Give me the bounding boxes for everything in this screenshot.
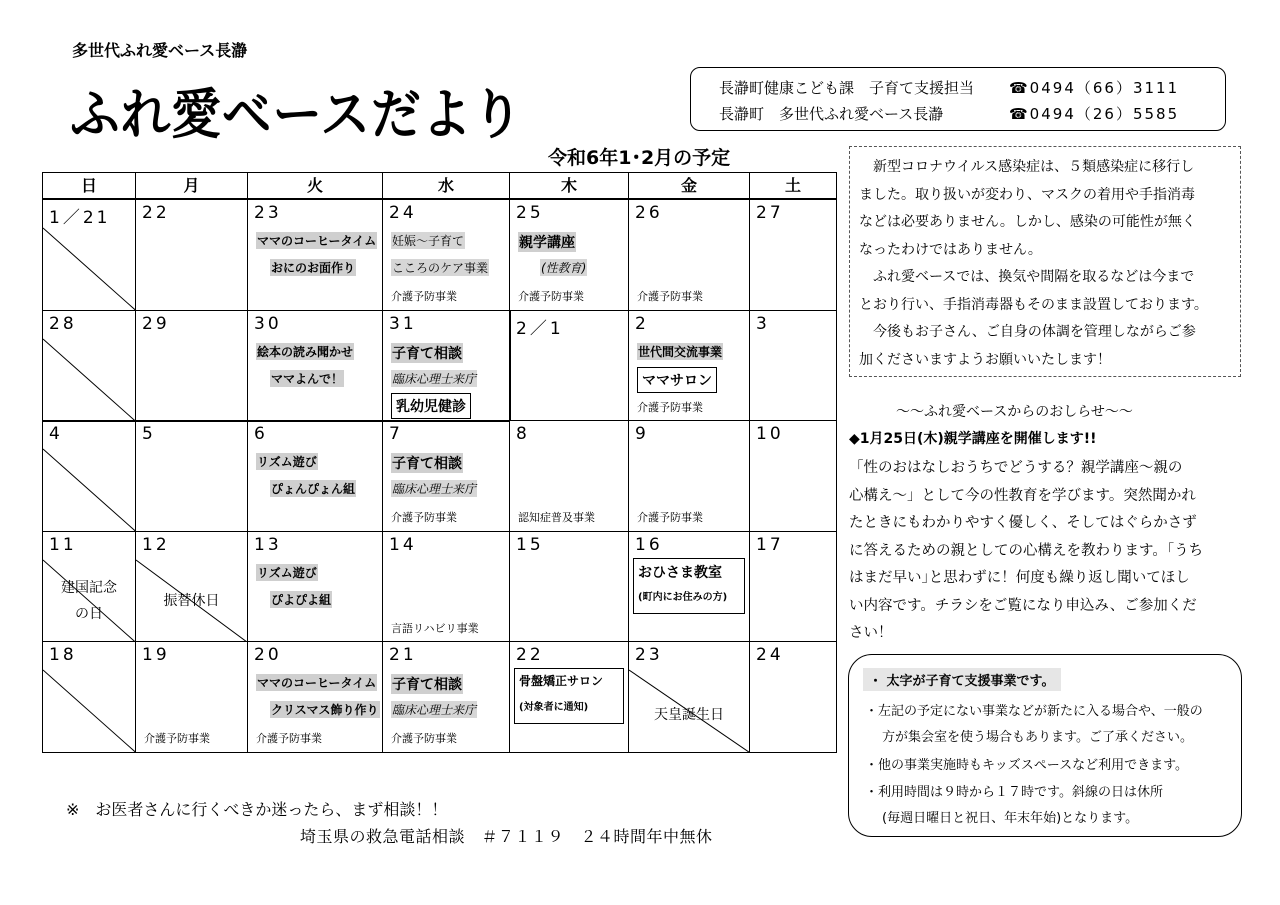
notice-line: 心構え～」として今の性教育を学びます。突然聞かれ xyxy=(849,487,1196,504)
day-number: 6 xyxy=(254,424,268,444)
event-label: 言語リハビリ事業 xyxy=(391,621,479,635)
calendar-day xyxy=(247,310,383,422)
day-number: 15 xyxy=(516,534,544,555)
notice-line: に答えるための親としての心構えを教わります。｢うち xyxy=(849,542,1204,559)
notice-line: い内容です。チラシをご覧になり申込み、ご参加くだ xyxy=(849,597,1197,614)
calendar-day xyxy=(628,199,750,311)
day-number: 7 xyxy=(389,424,403,444)
event-box xyxy=(633,558,745,614)
contact-phone: ☎0494（66）3111 xyxy=(1009,79,1180,97)
event-label: リズム遊び xyxy=(257,565,317,580)
day-number: 3 xyxy=(756,313,770,334)
weekday-header: 月 xyxy=(135,172,248,199)
calendar-day xyxy=(42,199,136,311)
event-label: ママサロン xyxy=(637,367,717,393)
legend-head: ・ 太字が子育て支援事業です。 xyxy=(863,668,1061,691)
event-label: 骨盤矯正サロン xyxy=(519,674,604,688)
event-label: 介護予防事業 xyxy=(391,732,457,745)
day-number: 18 xyxy=(49,645,77,665)
event-label: 臨床心理士来庁 xyxy=(392,371,477,386)
legend-item: ・利用時間は９時から１７時です。斜線の日は休所 xyxy=(865,785,1163,800)
weekday-header: 火 xyxy=(247,172,383,199)
calendar-day xyxy=(247,531,383,643)
holiday-label: 振替休日 xyxy=(163,592,220,609)
event-label: ママのコーヒータイム xyxy=(257,676,377,690)
day-number: 9 xyxy=(635,424,649,444)
day-number: 5 xyxy=(142,424,156,444)
calendar-day xyxy=(749,310,837,422)
calendar-day xyxy=(382,310,510,422)
day-number: 1／21 xyxy=(49,208,111,228)
calendar-day xyxy=(135,531,248,643)
calendar-day xyxy=(382,531,510,643)
calendar-day xyxy=(382,199,510,311)
event-label: 介護予防事業 xyxy=(518,290,584,303)
event-label: おにのお面作り xyxy=(271,261,356,275)
event-label: ぴよぴよ組 xyxy=(271,592,332,607)
calendar-day xyxy=(135,199,248,311)
event-label: 介護予防事業 xyxy=(256,732,322,745)
event-label: ママのコーヒータイム xyxy=(257,234,377,248)
event-label: ママよんで！ xyxy=(271,371,344,386)
contact-label: 長瀞町健康こども課 子育て支援担当 xyxy=(719,79,975,97)
calendar-day xyxy=(628,310,750,422)
event-label: 介護予防事業 xyxy=(391,290,457,303)
notice-title: ◆1月25日(木)親学講座を開催します!! xyxy=(849,431,1097,447)
calendar-day xyxy=(628,641,750,753)
newsletter-title: ふれ愛ベースだより xyxy=(70,83,523,146)
day-number: 19 xyxy=(142,645,170,665)
event-label: こころのケア事業 xyxy=(392,261,489,275)
event-label: 介護予防事業 xyxy=(637,290,703,303)
covid-line: とおり行い、手指消毒器もそのまま設置しております。 xyxy=(859,296,1208,313)
footer-line: 埼玉県の救急電話相談 ＃７１１９ ２４時間年中無休 xyxy=(300,827,713,846)
day-number: 22 xyxy=(516,645,544,665)
calendar-day xyxy=(42,310,136,422)
day-number: 26 xyxy=(635,203,663,223)
notice-body xyxy=(849,455,1239,648)
event-label: クリスマス飾り作り xyxy=(271,703,379,717)
event-label: 世代間交流事業 xyxy=(638,344,723,359)
covid-line: ふれ愛ベースでは、換気や間隔を取るなどは今まで xyxy=(859,269,1195,285)
legend-item: 方が集会室を使う場合もあります。ご了承ください。 xyxy=(882,730,1193,745)
event-label: 子育て相談 xyxy=(391,453,463,473)
calendar-day xyxy=(135,310,248,422)
day-number: 4 xyxy=(49,424,63,444)
notice-line: たときにもわかりやすく優しく、そしてはぐらかさず xyxy=(849,515,1197,531)
day-number: 28 xyxy=(49,313,77,334)
calendar-day xyxy=(628,420,750,532)
event-label: 妊娠～子育て xyxy=(392,234,465,248)
contact-phone: ☎0494（26）5585 xyxy=(1009,105,1180,123)
notice-line: はまだ早い｣と思わずに！何度も繰り返し聞いてほし xyxy=(849,570,1190,586)
day-number: 17 xyxy=(756,534,784,555)
legend-item: ・左記の予定にない事業などが新たに入る場合や、一般の xyxy=(865,704,1203,719)
weekday-header: 日 xyxy=(42,172,136,199)
event-label: (町内にお住みの方) xyxy=(638,591,728,603)
calendar-day xyxy=(42,531,136,643)
day-number: 12 xyxy=(142,534,170,555)
event-label: 介護予防事業 xyxy=(144,732,210,745)
covid-line: 加くださいますようお願いいたします！ xyxy=(859,351,1111,368)
day-number: 13 xyxy=(254,534,282,555)
event-label: ぴょんぴょん組 xyxy=(271,482,356,496)
weekday-header: 木 xyxy=(509,172,629,199)
notice-line: 「性のおはなしおうちでどうする？親学講座～親の xyxy=(849,460,1183,476)
contact-label: 長瀞町 多世代ふれ愛ベース長瀞 xyxy=(719,105,944,123)
event-label: 乳幼児健診 xyxy=(391,393,471,419)
calendar-day xyxy=(382,420,510,532)
calendar-day xyxy=(628,531,750,643)
covid-line: 新型コロナウイルス感染症は、５類感染症に移行し xyxy=(859,159,1195,175)
calendar-day xyxy=(509,531,629,643)
event-label: おひさま教室 xyxy=(638,564,722,581)
day-number: 20 xyxy=(254,645,282,665)
day-number: 2 xyxy=(635,313,649,334)
calendar-day xyxy=(509,310,629,422)
calendar-day xyxy=(382,641,510,753)
day-number: 14 xyxy=(389,534,417,555)
schedule-title: 令和6年1･2月の予定 xyxy=(548,147,731,169)
covid-line: などは必要ありません。しかし、感染の可能性が無く xyxy=(859,214,1196,230)
event-label: 絵本の読み聞かせ xyxy=(257,344,354,359)
calendar-day xyxy=(509,641,629,753)
covid-line: なったわけではありません。 xyxy=(859,241,1042,258)
legend-box xyxy=(848,654,1242,837)
calendar-day xyxy=(749,531,837,643)
holiday-label: の日 xyxy=(75,605,103,622)
weekday-header: 水 xyxy=(382,172,510,199)
calendar-day xyxy=(42,420,136,532)
day-number: 11 xyxy=(49,534,77,555)
contact-row xyxy=(719,77,1219,101)
event-label: 親学講座 xyxy=(518,232,576,252)
calendar-day xyxy=(247,420,383,532)
day-number: 16 xyxy=(635,534,663,555)
day-number: 27 xyxy=(756,203,784,223)
day-number: 2／1 xyxy=(516,318,564,339)
calendar-day xyxy=(42,641,136,753)
day-number: 8 xyxy=(516,424,530,444)
calendar-day xyxy=(247,199,383,311)
calendar-day xyxy=(749,641,837,753)
covid-line: ました。取り扱いが変わり、マスクの着用や手指消毒 xyxy=(859,186,1195,203)
day-number: 30 xyxy=(254,313,282,334)
contact-row xyxy=(719,103,1219,127)
day-number: 25 xyxy=(516,203,544,223)
day-number: 24 xyxy=(756,645,784,665)
event-label: 介護予防事業 xyxy=(391,511,457,524)
covid-line: 今後もお子さん、ご自身の体調を管理しながらご参 xyxy=(859,324,1196,340)
footer-line: ※ お医者さんに行くべきか迷ったら、まず相談！！ xyxy=(66,800,448,819)
calendar-day xyxy=(247,641,383,753)
organization-name: 多世代ふれ愛ベース長瀞 xyxy=(72,41,248,60)
legend-item: (毎週日曜日と祝日、年末年始)となります。 xyxy=(882,811,1139,826)
event-label: リズム遊び xyxy=(257,455,317,469)
event-label: (対象者に通知) xyxy=(519,702,589,713)
calendar-day xyxy=(749,199,837,311)
day-number: 24 xyxy=(389,203,417,223)
calendar-day xyxy=(135,420,248,532)
event-box xyxy=(514,668,624,724)
month-boundary-line xyxy=(509,310,511,421)
legend-item: ・他の事業実施時もキッズスペースなど利用できます。 xyxy=(865,758,1189,773)
calendar-day xyxy=(135,641,248,753)
contact-box xyxy=(690,67,1226,131)
event-label: 臨床心理士来庁 xyxy=(392,482,477,496)
notice-line: さい！ xyxy=(849,625,893,641)
weekday-header: 土 xyxy=(749,172,837,199)
day-number: 23 xyxy=(635,645,663,665)
day-number: 21 xyxy=(389,645,417,665)
event-label: 認知症普及事業 xyxy=(518,511,595,524)
calendar-day xyxy=(509,420,629,532)
event-label: 臨床心理士来庁 xyxy=(392,703,477,717)
day-number: 29 xyxy=(142,313,170,334)
weekday-header: 金 xyxy=(628,172,750,199)
event-label: 介護予防事業 xyxy=(637,400,703,414)
event-label: 子育て相談 xyxy=(391,674,463,694)
calendar-day xyxy=(509,199,629,311)
day-number: 22 xyxy=(142,203,170,223)
notice-heading: ～～ふれ愛ベースからのおしらせ～～ xyxy=(896,404,1133,420)
day-number: 31 xyxy=(389,313,417,334)
month-boundary-line xyxy=(42,420,510,422)
day-number: 23 xyxy=(254,203,282,223)
day-number: 10 xyxy=(756,424,784,444)
holiday-label: 天皇誕生日 xyxy=(654,707,724,723)
holiday-label: 建国記念 xyxy=(61,579,117,596)
covid-notice xyxy=(849,146,1241,377)
event-label: 介護予防事業 xyxy=(637,511,703,524)
event-label: 子育て相談 xyxy=(391,343,463,363)
event-label: (性教育) xyxy=(541,261,587,275)
calendar-day xyxy=(749,420,837,532)
